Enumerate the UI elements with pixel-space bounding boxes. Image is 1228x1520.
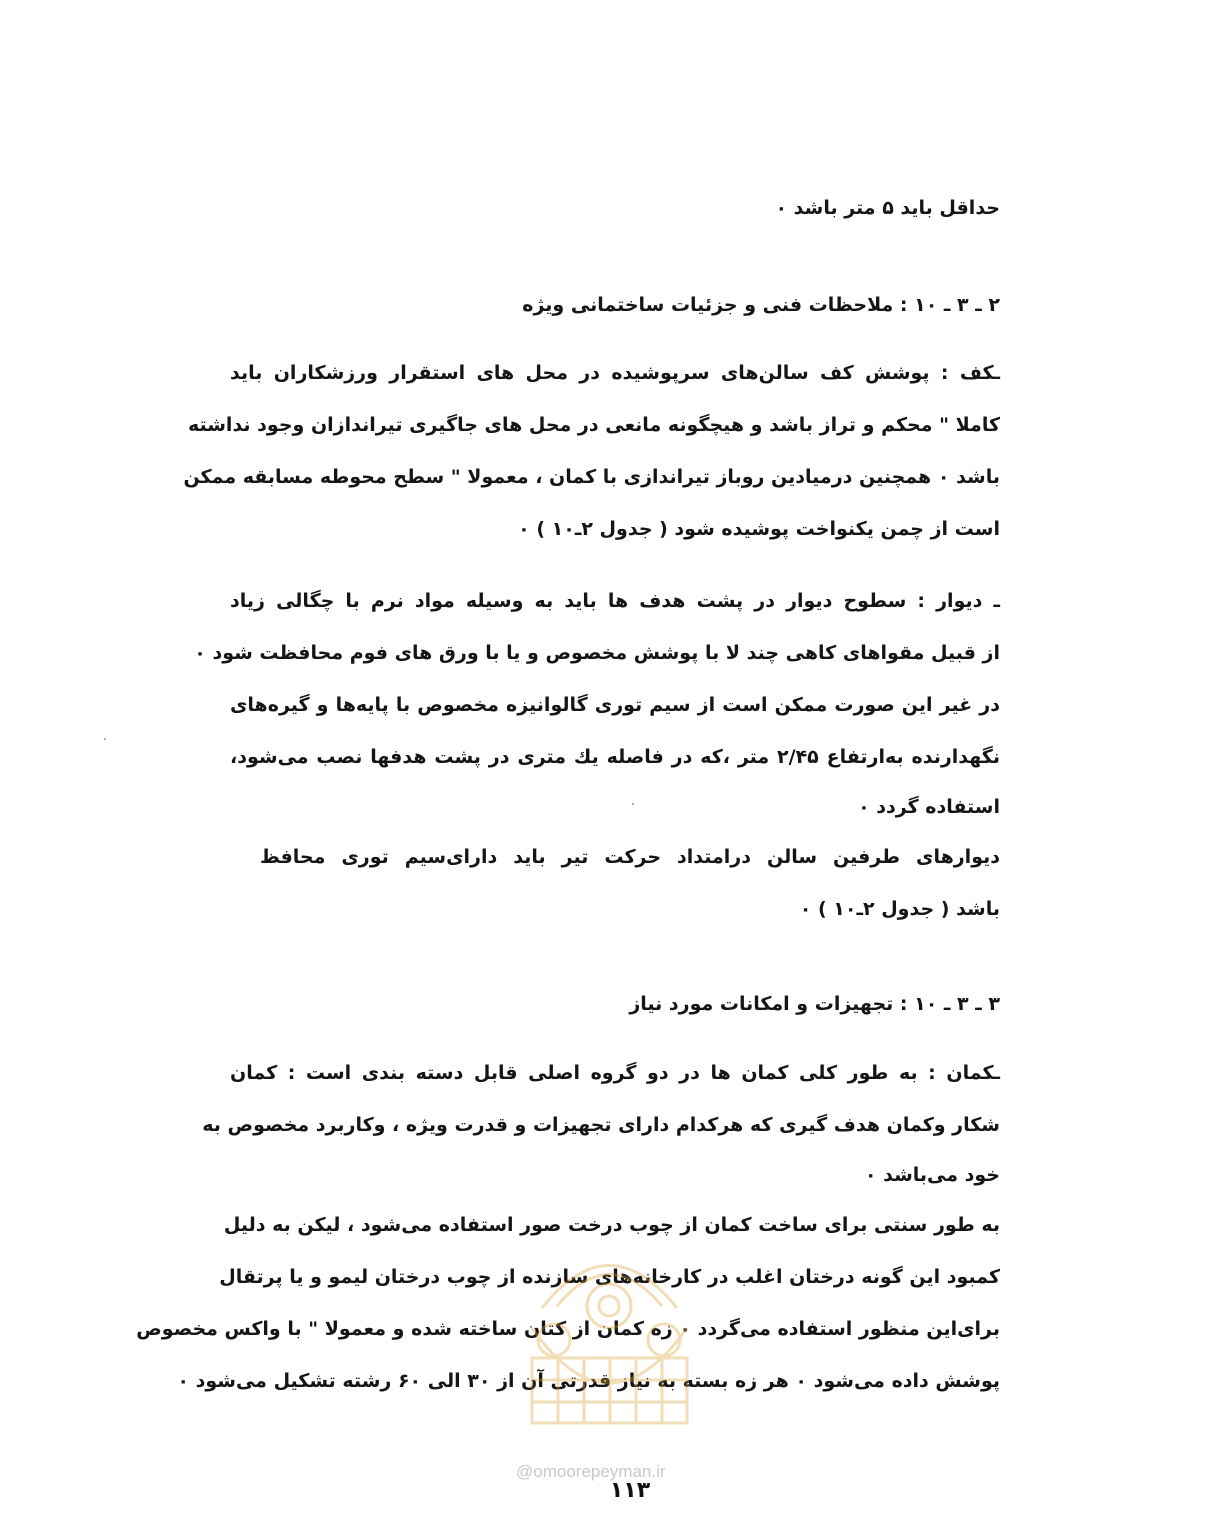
text-line: خود می‌باشد ۰	[864, 1164, 1000, 1186]
text-line: شکار وکمان هدف گیری که هرکدام دارای تجهیزات و قدرت ویژه ، وکاربرد مخصوص به	[202, 1114, 1000, 1136]
text-line: کمبود این گونه درختان اغلب در کارخانه‌های سازنده از چوب درختان لیمو و یا پرتقال	[219, 1266, 1000, 1288]
text-line: است از چمن یکنواخت پوشیده شود ( جدول ۲ـ۱۰ ) ۰	[518, 518, 1000, 540]
text-line: باشد ( جدول ۲ـ۱۰ ) ۰	[799, 898, 1000, 920]
text-line: دیوارهای طرفین سالن درامتداد حرکت تیر باید دارای‌سیم توری محافظ	[260, 846, 1000, 868]
text-line: باشد ۰ همچنین درمیادین روباز تیراندازی با کمان ، معمولا " سطح محوطه مسابقه ممکن	[183, 466, 1000, 488]
text-line: نگهدارنده به‌ارتفاع ۲/۴۵ متر ،که در فاصله یك متری در پشت هدفها نصب می‌شود،	[230, 746, 1000, 768]
text-line: پوشش داده می‌شود ۰ هر زه بسته به نیاز قدرتی آن از ۳۰ الی ۶۰ رشته تشکیل می‌شود ۰	[177, 1370, 1000, 1392]
page-number: ۱۱۳	[609, 1478, 651, 1503]
watermark-emblem-icon	[512, 1228, 707, 1438]
text-line: برای‌این منظور استفاده می‌گردد ۰ زه کمان از کتان ساخته شده و معمولا " با واکس مخصوص	[136, 1318, 1000, 1340]
text-line: کاملا " محکم و تراز باشد و هیچگونه مانعی در محل های جاگیری تیراندازان وجود نداشته	[187, 414, 1000, 436]
section-heading-2-3-10: ۲ ـ ۳ ـ ۱۰ : ملاحظات فنی و جزئیات ساختمانی ویژه	[522, 294, 1000, 316]
text-line: استفاده گردد ۰	[858, 796, 1000, 818]
speck	[104, 738, 106, 740]
text-line: ـ دیوار : سطوح دیوار در پشت هدف ها باید به وسیله مواد نرم با چگالی زیاد	[230, 590, 1000, 612]
watermark-url: @omoorepeyman.ir	[516, 1462, 666, 1481]
text-line: از قبیل مقواهای کاهی چند لا با پوشش مخصوص و یا با ورق های فوم محافظت شود ۰	[194, 642, 1000, 664]
speck	[632, 803, 634, 805]
text-line: به طور سنتی برای ساخت کمان از چوب درخت صور استفاده می‌شود ، لیکن به دلیل	[223, 1214, 1000, 1236]
text-line: ـکمان : به طور کلی کمان ها در دو گروه اصلی قابل دسته بندی است : کمان	[230, 1062, 1000, 1084]
section-heading-3-3-10: ۳ ـ ۳ ـ ۱۰ : تجهیزات و امکانات مورد نیاز	[629, 993, 1000, 1015]
text-line: حداقل باید ۵ متر باشد ۰	[775, 197, 1000, 219]
text-line: در غیر این صورت ممکن است از سیم توری گالوانیزه مخصوص با پایه‌ها و گیره‌های	[230, 694, 1000, 716]
text-line: ـکف : پوشش کف سالن‌های سرپوشیده در محل های استقرار ورزشکاران باید	[230, 362, 1000, 384]
